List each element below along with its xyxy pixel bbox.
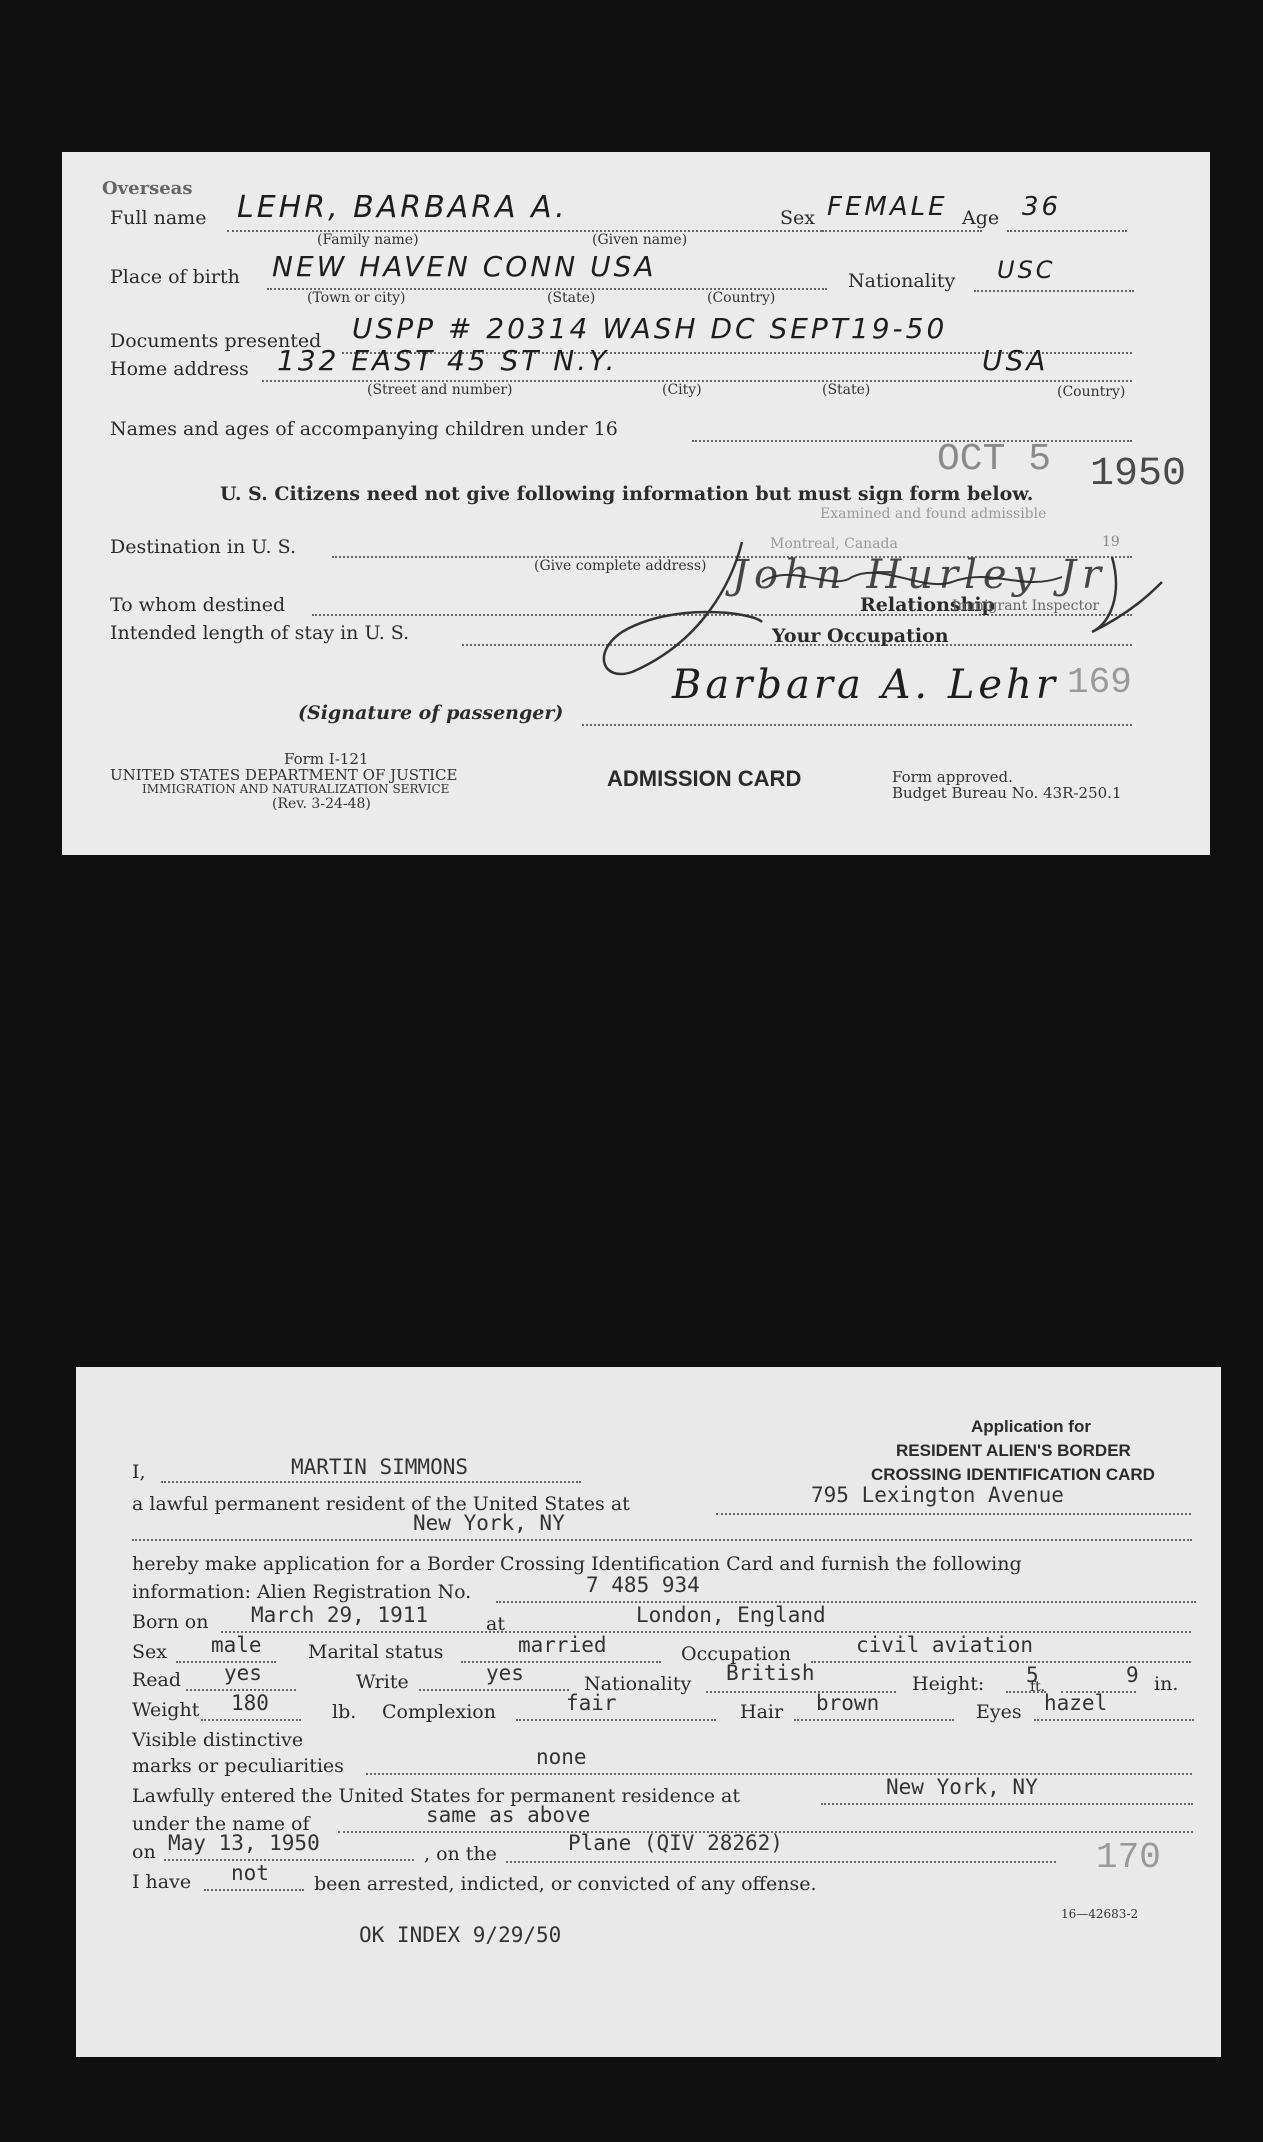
born-place-value: London, England <box>636 1603 826 1627</box>
date-stamp: OCT 5 <box>937 438 1052 481</box>
date-stamp-year: 1950 <box>1090 452 1187 497</box>
eyes-value: hazel <box>1044 1691 1108 1715</box>
border-crossing-card <box>76 1367 1221 2057</box>
complexion-line <box>516 1719 716 1721</box>
montreal-text: Montreal, Canada <box>770 536 898 552</box>
hair-line <box>794 1719 954 1721</box>
citizens-note: U. S. Citizens need not give following information but must sign form below. <box>220 483 1034 505</box>
sex-value: FEMALE <box>827 192 948 222</box>
applicant-name: MARTIN SIMMONS <box>291 1455 469 1479</box>
have-label: I have <box>132 1871 192 1893</box>
sex-label: Sex <box>780 207 815 229</box>
eyes-line <box>1034 1719 1194 1721</box>
nationality-line <box>974 290 1134 292</box>
marks-line <box>366 1773 1192 1775</box>
to-whom-label: To whom destined <box>110 594 286 616</box>
visible-label: Visible distinctive <box>132 1729 304 1751</box>
state-caption: (State) <box>547 290 596 306</box>
entry-date-line <box>164 1859 414 1861</box>
place-of-birth-label: Place of birth <box>110 266 240 288</box>
destination-label: Destination in U. S. <box>110 536 297 558</box>
full-name-label: Full name <box>110 207 207 229</box>
on-label: on <box>132 1841 156 1863</box>
ok-index: OK INDEX 9/29/50 <box>359 1923 562 1947</box>
born-label: Born on <box>132 1611 209 1633</box>
registration-value: 7 485 934 <box>586 1573 700 1597</box>
given-name-caption: (Given name) <box>592 232 688 248</box>
children-label: Names and ages of accompanying children under 16 <box>110 418 618 440</box>
card-title: ADMISSION CARD <box>607 766 802 791</box>
lawfully-label: Lawfully entered the United States for permanent residence at <box>132 1785 741 1807</box>
entry-place-value: New York, NY <box>886 1775 1038 1799</box>
documents-value: USPP # 20314 WASH DC SEPT19-50 <box>352 312 948 345</box>
revision: (Rev. 3-24-48) <box>272 796 371 812</box>
header-line-3: CROSSING IDENTIFICATION CARD <box>871 1465 1155 1484</box>
ft-label: ft. <box>1030 1679 1046 1695</box>
form-code: 16—42683-2 <box>1061 1907 1139 1921</box>
name-line <box>161 1481 581 1483</box>
passenger-signature: Barbara A. Lehr <box>672 662 1059 708</box>
examined-text: Examined and found admissible <box>820 506 1047 522</box>
marks-label: marks or peculiarities <box>132 1755 344 1777</box>
overseas-label: Overseas <box>102 178 193 199</box>
write-value: yes <box>486 1661 524 1685</box>
inspector-text: Immigrant Inspector <box>952 598 1100 614</box>
city-value: New York, NY <box>413 1511 565 1535</box>
number-stamp-169: 169 <box>1067 662 1132 703</box>
documents-label: Documents presented <box>110 330 322 352</box>
occupation-label-2: Occupation <box>681 1643 791 1665</box>
under-name-value: same as above <box>426 1803 591 1827</box>
have-value: not <box>231 1861 269 1885</box>
department: UNITED STATES DEPARTMENT OF JUSTICE <box>110 766 458 784</box>
write-label: Write <box>356 1671 409 1693</box>
height-ft-value: 5 <box>1026 1663 1039 1687</box>
sex-label-2: Sex <box>132 1641 167 1663</box>
born-line <box>221 1631 1191 1633</box>
country-caption-2: (Country) <box>1057 384 1126 400</box>
form-number: Form I-121 <box>284 750 369 768</box>
address-line <box>716 1513 1191 1515</box>
state-caption-2: (State) <box>822 382 871 398</box>
entry-place-line <box>821 1803 1193 1805</box>
hair-label: Hair <box>740 1701 784 1723</box>
height-in-value: 9 <box>1126 1663 1139 1687</box>
under-name-label: under the name of <box>132 1813 310 1835</box>
home-address-label: Home address <box>110 358 249 380</box>
arrested-text: been arrested, indicted, or convicted of any offense. <box>314 1873 817 1895</box>
read-value: yes <box>224 1661 262 1685</box>
children-line <box>692 440 1132 442</box>
marital-label: Marital status <box>308 1641 444 1663</box>
home-address-value: 132 EAST 45 ST N.Y. <box>277 344 618 377</box>
complexion-value: fair <box>566 1691 617 1715</box>
complexion-label: Complexion <box>382 1701 496 1723</box>
in-label: in. <box>1154 1673 1179 1695</box>
header-line-2: RESIDENT ALIEN'S BORDER <box>896 1441 1131 1460</box>
vessel-line <box>506 1861 1056 1863</box>
resident-label: a lawful permanent resident of the United States at <box>132 1493 630 1515</box>
sex-line <box>822 230 982 232</box>
form-approved: Form approved. <box>892 768 1013 786</box>
sex-value-2: male <box>211 1633 262 1657</box>
i-label: I, <box>132 1461 146 1483</box>
admission-card <box>62 152 1210 855</box>
budget-bureau: Budget Bureau No. 43R-250.1 <box>892 784 1122 802</box>
occupation-value: civil aviation <box>856 1633 1034 1657</box>
family-name-caption: (Family name) <box>317 232 419 248</box>
address-value: 795 Lexington Avenue <box>811 1483 1064 1507</box>
eyes-label: Eyes <box>976 1701 1022 1723</box>
weight-line <box>201 1719 301 1721</box>
full-name-value: LEHR, BARBARA A. <box>237 190 568 225</box>
number-stamp-170: 170 <box>1096 1837 1161 1878</box>
nationality-value: USC <box>997 256 1056 284</box>
vessel-value: Plane (QIV 28262) <box>568 1831 783 1855</box>
marital-value: married <box>518 1633 607 1657</box>
relationship-label: Relationship <box>860 594 995 616</box>
age-label: Age <box>962 207 1000 229</box>
home-country-value: USA <box>982 344 1049 377</box>
at-label: at <box>486 1613 505 1635</box>
lb-label: lb. <box>332 1701 357 1723</box>
weight-label: Weight <box>132 1699 200 1721</box>
year-19: 19 <box>1102 534 1120 550</box>
signature-label: (Signature of passenger) <box>298 702 564 724</box>
write-line <box>419 1689 569 1691</box>
weight-value: 180 <box>231 1691 269 1715</box>
service: IMMIGRATION AND NATURALIZATION SERVICE <box>142 782 450 796</box>
give-address-caption: (Give complete address) <box>534 558 707 574</box>
age-line <box>1007 230 1127 232</box>
nationality-value-2: British <box>726 1661 815 1685</box>
inspector-signature: John Hurley Jr <box>732 552 1108 598</box>
info-label: information: Alien Registration No. <box>132 1581 472 1603</box>
header-line-1: Application for <box>971 1417 1091 1436</box>
read-label: Read <box>132 1669 182 1691</box>
nationality-label-2: Nationality <box>584 1673 692 1695</box>
city-line <box>132 1539 1192 1541</box>
marks-value: none <box>536 1745 587 1769</box>
signature-line <box>582 724 1132 726</box>
age-value: 36 <box>1022 192 1062 222</box>
entry-date-value: May 13, 1950 <box>168 1831 320 1855</box>
length-stay-label: Intended length of stay in U. S. <box>110 622 410 644</box>
street-caption: (Street and number) <box>367 382 513 398</box>
place-of-birth-value: NEW HAVEN CONN USA <box>272 250 657 283</box>
have-line <box>204 1889 304 1891</box>
occupation-label: Your Occupation <box>772 625 949 647</box>
registration-line <box>496 1601 1196 1603</box>
born-date-value: March 29, 1911 <box>251 1603 429 1627</box>
hair-value: brown <box>816 1691 880 1715</box>
height-label: Height: <box>912 1673 985 1695</box>
hereby-text: hereby make application for a Border Crossing Identification Card and furnish the following <box>132 1553 1022 1575</box>
city-caption: (City) <box>662 382 702 398</box>
nationality-label: Nationality <box>848 270 956 292</box>
town-caption: (Town or city) <box>307 290 406 306</box>
country-caption: (Country) <box>707 290 776 306</box>
on-the-label: , on the <box>424 1843 497 1865</box>
